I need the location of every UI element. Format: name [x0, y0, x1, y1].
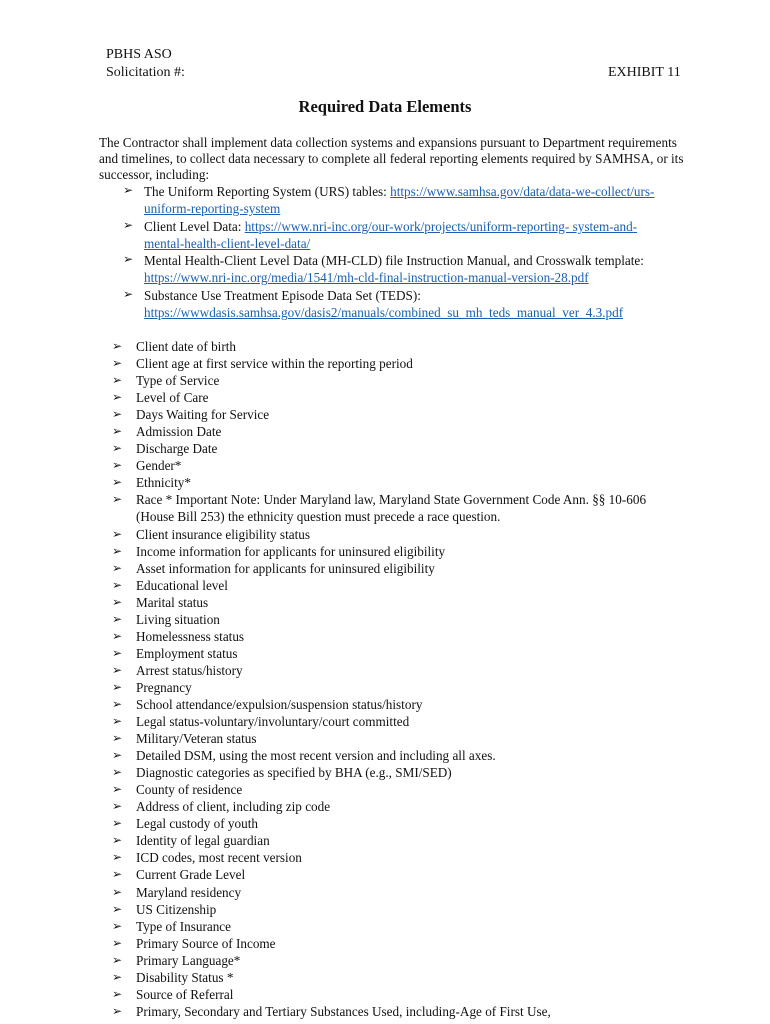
list-item-text: Pregnancy [136, 679, 192, 695]
reference-label: Mental Health-Client Level Data (MH-CLD) file Instruction Manual, and Crosswalk template: [144, 253, 644, 268]
reference-item [123, 252, 693, 288]
list-item-text: Educational level [136, 577, 228, 593]
list-item [112, 491, 692, 525]
list-item-text: Primary Language* [136, 952, 241, 968]
list-item [112, 764, 692, 781]
list-item [112, 645, 692, 662]
arrow-bullet-icon: ➢ [112, 492, 123, 507]
list-item-text: Detailed DSM, using the most recent version and including all axes. [136, 748, 496, 764]
reference-label: The Uniform Reporting System (URS) tables: [144, 184, 391, 199]
arrow-bullet-icon: ➢ [123, 183, 134, 197]
list-item [112, 611, 692, 628]
list-item-text: Maryland residency [136, 884, 242, 900]
arrow-bullet-icon: ➢ [112, 594, 123, 609]
arrow-bullet-icon: ➢ [112, 679, 123, 694]
arrow-bullet-icon: ➢ [112, 373, 123, 388]
list-item-text: Client insurance eligibility status [136, 526, 310, 542]
list-item [112, 986, 692, 1003]
list-item [112, 815, 692, 832]
arrow-bullet-icon: ➢ [112, 901, 123, 916]
list-item-text: Primary, Secondary and Tertiary Substances Used, including-Age of First Use, [136, 1003, 551, 1019]
reference-link-continued[interactable]: uniform-reporting-system [144, 201, 281, 217]
list-item-text: Marital status [136, 594, 209, 610]
arrow-bullet-icon: ➢ [123, 287, 134, 301]
arrow-bullet-icon: ➢ [112, 765, 123, 780]
list-item-text: Identity of legal guardian [136, 833, 270, 849]
list-item [112, 781, 692, 798]
list-item [112, 1003, 692, 1020]
arrow-bullet-icon: ➢ [112, 424, 123, 439]
list-item-text: Legal custody of youth [136, 816, 258, 832]
reference-link[interactable]: https://www.samhsa.gov/data/data-we-collect/urs- [390, 184, 655, 199]
exhibit-label: EXHIBIT 11 [608, 65, 681, 80]
arrow-bullet-icon: ➢ [112, 441, 123, 456]
list-item-text: Source of Referral [136, 986, 234, 1002]
list-item [112, 849, 692, 866]
list-item-text: Income information for applicants for uninsured eligibility [136, 543, 446, 559]
list-item-text: Asset information for applicants for uninsured eligibility [136, 560, 435, 576]
arrow-bullet-icon: ➢ [112, 918, 123, 933]
arrow-bullet-icon: ➢ [112, 816, 123, 831]
reference-item [123, 287, 693, 323]
arrow-bullet-icon: ➢ [112, 526, 123, 541]
list-item-text: County of residence [136, 782, 243, 798]
arrow-bullet-icon: ➢ [112, 833, 123, 848]
arrow-bullet-icon: ➢ [112, 339, 123, 353]
list-item [112, 679, 692, 696]
list-item [112, 389, 692, 406]
arrow-bullet-icon: ➢ [112, 543, 123, 558]
list-item-text: Legal status-voluntary/involuntary/court committed [136, 714, 410, 730]
solicitation-number: Solicitation #: [106, 65, 185, 80]
reference-link[interactable]: https://wwwdasis.samhsa.gov/dasis2/manuals/combined_su_mh_teds_manual_ver_4.3.pdf [144, 305, 624, 321]
intro-paragraph: The Contractor shall implement data collection systems and expansions pursuant to Department requirements and timelines, to collect data necessary to complete all federal reporting elements required by SAMHSA, or its successor, including: [99, 135, 684, 183]
list-item-text: Diagnostic categories as specified by BHA (e.g., SMI/SED) [136, 765, 452, 781]
list-item [112, 560, 692, 577]
list-item-text: Employment status [136, 645, 238, 661]
list-item [112, 935, 692, 952]
list-item [112, 969, 692, 986]
list-item-text: ICD codes, most recent version [136, 850, 302, 866]
arrow-bullet-icon: ➢ [112, 560, 123, 575]
list-item [112, 406, 692, 423]
list-item-text: Military/Veteran status [136, 731, 257, 747]
list-item [112, 747, 692, 764]
arrow-bullet-icon: ➢ [112, 782, 123, 797]
arrow-bullet-icon: ➢ [123, 218, 134, 232]
list-item-text: Client date of birth [136, 339, 236, 354]
list-item-text: Race * Important Note: Under Maryland law, Maryland State Government Code Ann. §§ 10-606 (House Bill 253) the ethnicity question must precede a race question. [136, 492, 647, 525]
arrow-bullet-icon: ➢ [112, 611, 123, 626]
arrow-bullet-icon: ➢ [112, 696, 123, 711]
list-item-text: Arrest status/history [136, 662, 243, 678]
arrow-bullet-icon: ➢ [112, 628, 123, 643]
list-item-text: Type of Service [136, 373, 220, 389]
list-item [112, 901, 692, 918]
reference-label: Substance Use Treatment Episode Data Set (TEDS): [144, 288, 421, 303]
list-item-text: Living situation [136, 611, 220, 627]
list-item-text: Discharge Date [136, 441, 218, 457]
arrow-bullet-icon: ➢ [112, 662, 123, 677]
arrow-bullet-icon: ➢ [112, 645, 123, 660]
reference-item [123, 218, 693, 254]
list-item [112, 696, 692, 713]
arrow-bullet-icon: ➢ [112, 731, 123, 746]
list-item [112, 662, 692, 679]
list-item-text: Days Waiting for Service [136, 407, 270, 423]
list-item-text: US Citizenship [136, 901, 217, 917]
list-item [112, 577, 692, 594]
reference-item [123, 183, 693, 219]
list-item [112, 798, 692, 815]
list-item [112, 713, 692, 730]
arrow-bullet-icon: ➢ [112, 884, 123, 899]
list-item-text: Gender* [136, 458, 182, 474]
data-elements-list [112, 338, 692, 1020]
arrow-bullet-icon: ➢ [112, 458, 123, 473]
list-item-text: Current Grade Level [136, 867, 246, 883]
list-item-text: Homelessness status [136, 628, 245, 644]
arrow-bullet-icon: ➢ [112, 850, 123, 865]
page-title: Required Data Elements [298, 97, 472, 116]
arrow-bullet-icon: ➢ [112, 748, 123, 763]
arrow-bullet-icon: ➢ [112, 986, 123, 1001]
list-item [112, 372, 692, 389]
reference-label: Client Level Data: [144, 219, 245, 234]
arrow-bullet-icon: ➢ [112, 475, 123, 490]
list-item-text: Primary Source of Income [136, 935, 276, 951]
list-item [112, 423, 692, 440]
list-item-text: Type of Insurance [136, 918, 232, 934]
reference-link[interactable]: https://www.nri-inc.org/our-work/projects/uniform-reporting- system-and- [244, 219, 638, 234]
arrow-bullet-icon: ➢ [112, 952, 123, 967]
list-item [112, 866, 692, 883]
organization-name: PBHS ASO [106, 47, 172, 62]
list-item-text: Address of client, including zip code [136, 799, 331, 815]
arrow-bullet-icon: ➢ [112, 969, 123, 984]
list-item-text: Ethnicity* [136, 475, 191, 491]
arrow-bullet-icon: ➢ [112, 407, 123, 422]
list-item [112, 628, 692, 645]
list-item-text: School attendance/expulsion/suspension status/history [136, 696, 423, 712]
list-item [112, 457, 692, 474]
arrow-bullet-icon: ➢ [112, 577, 123, 592]
list-item [112, 526, 692, 543]
arrow-bullet-icon: ➢ [123, 252, 134, 266]
list-item [112, 832, 692, 849]
list-item [112, 338, 692, 355]
list-item [112, 730, 692, 747]
arrow-bullet-icon: ➢ [112, 390, 123, 405]
list-item-text: Level of Care [136, 390, 209, 406]
list-item [112, 884, 692, 901]
reference-link[interactable]: https://www.nri-inc.org/media/1541/mh-cld-final-instruction-manual-version-28.pdf [144, 270, 589, 286]
list-item [112, 952, 692, 969]
arrow-bullet-icon: ➢ [112, 714, 123, 729]
arrow-bullet-icon: ➢ [112, 799, 123, 814]
arrow-bullet-icon: ➢ [112, 867, 123, 882]
list-item-text: Admission Date [136, 424, 222, 440]
list-item [112, 355, 692, 372]
arrow-bullet-icon: ➢ [112, 1003, 123, 1018]
list-item [112, 918, 692, 935]
list-item [112, 543, 692, 560]
list-item [112, 440, 692, 457]
list-item-text: Disability Status * [136, 969, 234, 985]
arrow-bullet-icon: ➢ [112, 935, 123, 950]
list-item-text: Client age at first service within the reporting period [136, 356, 413, 372]
list-item [112, 474, 692, 491]
arrow-bullet-icon: ➢ [112, 356, 123, 371]
list-item [112, 594, 692, 611]
reference-link-continued[interactable]: mental-health-client-level-data/ [144, 236, 311, 252]
